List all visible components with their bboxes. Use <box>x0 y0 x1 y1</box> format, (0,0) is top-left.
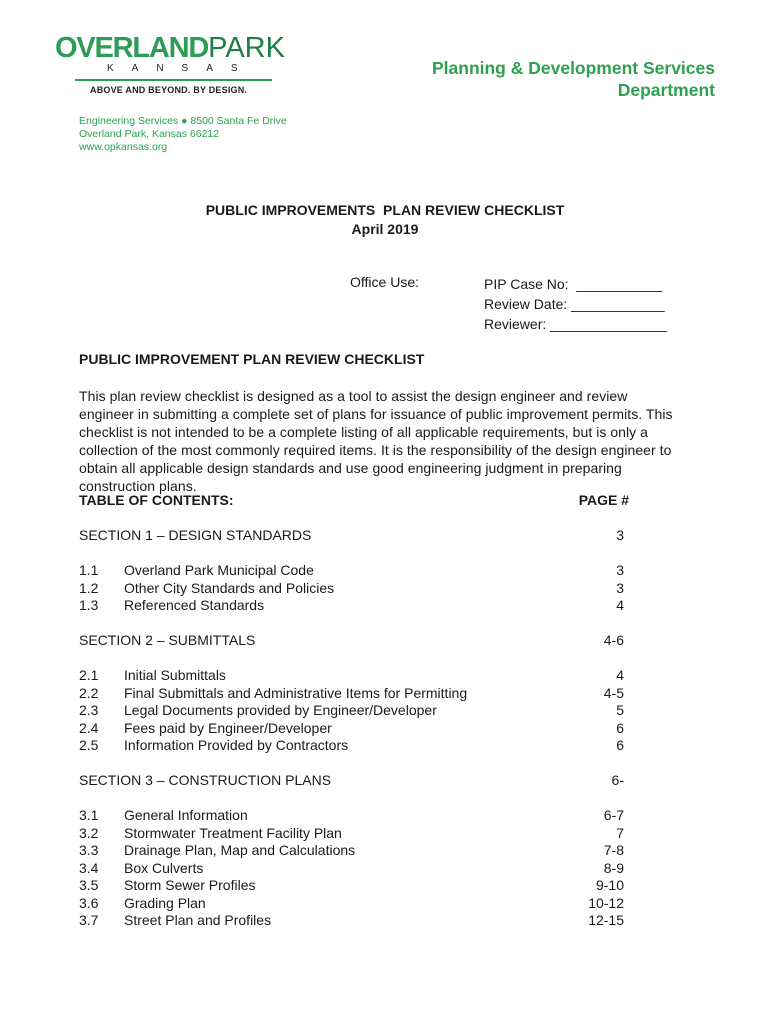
toc-section-row <box>79 527 624 545</box>
toc-item-label: Stormwater Treatment Facility Plan <box>124 824 342 841</box>
toc-item-number: 3.2 <box>79 824 99 841</box>
toc-item-row <box>79 720 624 738</box>
toc-item-number: 2.3 <box>79 702 99 718</box>
document-date: April 2019 <box>351 221 419 237</box>
toc-page-heading: PAGE # <box>578 492 629 508</box>
toc-item-number: 3.7 <box>79 912 99 928</box>
contact-address: Engineering Services ● 8500 Santa Fe Drive <box>79 115 287 127</box>
contact-website: www.opkansas.org <box>79 141 168 153</box>
toc-section-page: 4-6 <box>603 632 624 648</box>
toc-section-title: SECTION 1 – DESIGN STANDARDS <box>79 527 312 543</box>
toc-heading: TABLE OF CONTENTS: <box>79 492 234 508</box>
toc-item-number: 1.1 <box>79 562 99 578</box>
toc-item-page: 10-12 <box>588 894 624 911</box>
toc-item-page: 6 <box>616 719 624 736</box>
department-line-2: Department <box>617 80 715 100</box>
toc-item-page: 9-10 <box>595 877 624 893</box>
toc-section-row <box>79 632 624 650</box>
toc-item-page: 12-15 <box>588 912 624 928</box>
toc-item-row <box>79 807 624 825</box>
toc-item-label: Final Submittals and Administrative Items for Permitting <box>124 684 468 701</box>
reviewer-field: Reviewer: _______________ <box>484 316 667 332</box>
toc-item-page: 8-9 <box>603 859 624 876</box>
toc-item-number: 2.4 <box>79 719 99 736</box>
toc-item-row <box>79 912 624 930</box>
toc-item-label: Drainage Plan, Map and Calculations <box>124 842 356 858</box>
toc-item-label: Legal Documents provided by Engineer/Developer <box>124 702 437 718</box>
toc-item-label: General Information <box>124 807 248 823</box>
toc-item-number: 3.5 <box>79 877 99 893</box>
toc-item-label: Referenced Standards <box>124 597 265 613</box>
toc-item-label: Overland Park Municipal Code <box>124 562 314 578</box>
toc-item-number: 2.5 <box>79 737 99 753</box>
toc-item-number: 2.1 <box>79 667 99 683</box>
toc-item-page: 3 <box>616 562 624 578</box>
toc-item-row <box>79 685 624 703</box>
checklist-heading: PUBLIC IMPROVEMENT PLAN REVIEW CHECKLIST <box>79 351 425 367</box>
toc-item-page: 4 <box>616 597 624 613</box>
toc-item-page: 6 <box>616 737 624 753</box>
logo-state: KANSAS <box>107 63 256 74</box>
toc-section-title: SECTION 3 – CONSTRUCTION PLANS <box>79 772 332 788</box>
toc-section-title: SECTION 2 – SUBMITTALS <box>79 632 256 648</box>
contact-block <box>79 115 287 154</box>
toc-item-number: 3.4 <box>79 859 99 876</box>
logo-tagline: ABOVE AND BEYOND. BY DESIGN. <box>90 85 248 95</box>
toc-item-page: 7 <box>616 824 624 841</box>
toc-item-row <box>79 562 624 580</box>
toc-item-row <box>79 825 624 843</box>
toc-item-label: Street Plan and Profiles <box>124 912 272 928</box>
toc-item-row <box>79 860 624 878</box>
toc-item-row <box>79 667 624 685</box>
toc-item-row <box>79 842 624 860</box>
contact-city: Overland Park, Kansas 66212 <box>79 128 220 140</box>
toc-item-number: 3.1 <box>79 807 99 823</box>
toc-item-page: 7-8 <box>603 842 624 858</box>
logo-name-bold: OVERLAND <box>55 32 209 64</box>
toc-section-page: 3 <box>616 527 624 543</box>
toc-item-label: Fees paid by Engineer/Developer <box>124 719 332 736</box>
pip-case-number-field: PIP Case No: ___________ <box>484 276 662 292</box>
logo-divider <box>75 79 272 81</box>
intro-paragraph: This plan review checklist is designed as a tool to assist the design engineer and review engineer in submitting a complete set of plans for issuance of public improvement permits. This checklist is not intended to be a complete listing of all applicable requirements, but is only a collection of the most commonly required items. It is the responsibility of the design engineer to obtain all applicable design standards and use good engineering judgment in preparing construction plans. <box>79 388 673 494</box>
toc-item-row <box>79 877 624 895</box>
logo-name-light: PARK <box>208 32 285 64</box>
toc-item-label: Storm Sewer Profiles <box>124 877 256 893</box>
toc-item-label: Information Provided by Contractors <box>124 737 349 753</box>
toc-item-number: 1.3 <box>79 597 99 613</box>
toc-item-number: 3.3 <box>79 842 99 858</box>
toc-item-number: 2.2 <box>79 684 99 701</box>
toc-section-page: 6- <box>611 772 624 788</box>
overland-park-logo <box>55 33 285 95</box>
department-line-1: Planning & Development Services <box>431 58 715 78</box>
logo-wordmark <box>55 33 285 63</box>
office-use-label: Office Use: <box>350 274 419 290</box>
toc-item-row <box>79 580 624 598</box>
toc-item-page: 4 <box>616 667 624 683</box>
toc-item-label: Grading Plan <box>124 894 206 911</box>
toc-section-row <box>79 772 624 790</box>
toc-item-row <box>79 597 624 615</box>
department-name <box>432 57 715 101</box>
toc-item-number: 1.2 <box>79 579 99 596</box>
office-use-fields <box>484 274 667 334</box>
toc-item-page: 4-5 <box>603 684 624 701</box>
toc-item-label: Other City Standards and Policies <box>124 579 335 596</box>
toc-item-page: 5 <box>616 702 624 718</box>
toc-item-row <box>79 702 624 720</box>
toc-item-label: Initial Submittals <box>124 667 226 683</box>
toc-item-row <box>79 737 624 755</box>
toc-item-row <box>79 895 624 913</box>
document-title: PUBLIC IMPROVEMENTS PLAN REVIEW CHECKLIST <box>205 202 565 218</box>
toc-item-page: 6-7 <box>603 807 624 823</box>
toc-item-number: 3.6 <box>79 894 99 911</box>
toc-item-label: Box Culverts <box>124 859 204 876</box>
review-date-field: Review Date: ____________ <box>484 296 665 312</box>
toc-item-page: 3 <box>616 579 624 596</box>
